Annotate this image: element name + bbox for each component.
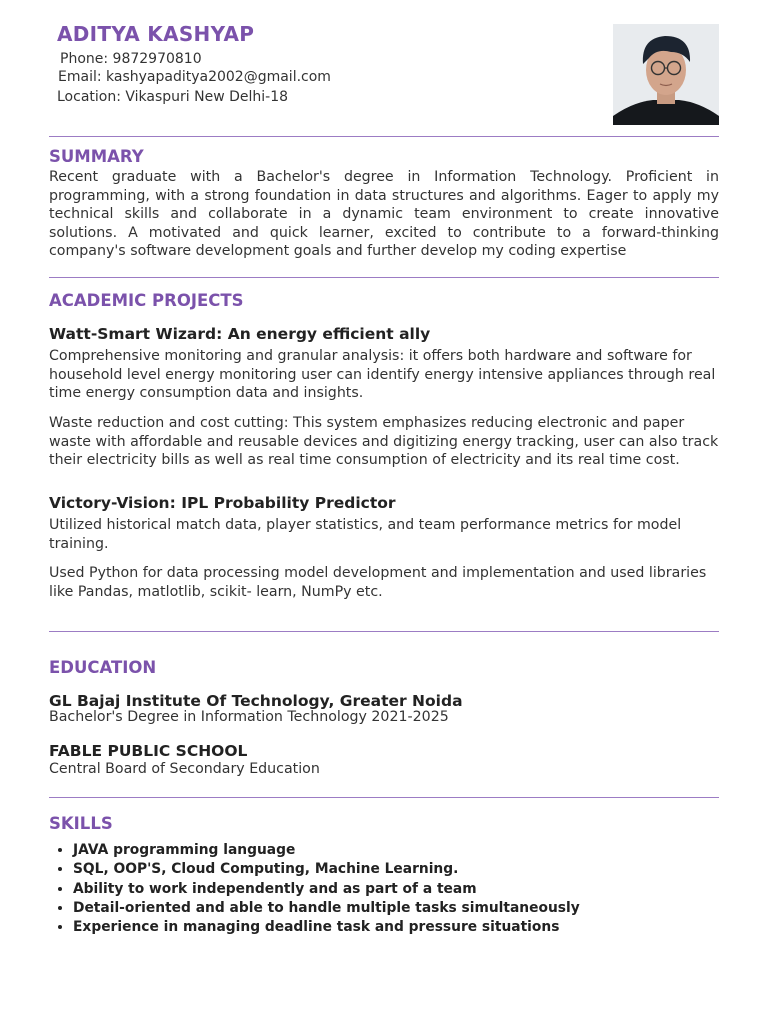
profile-photo [613,24,719,125]
divider-summary [49,277,719,278]
project-description: Comprehensive monitoring and granular analysis: it offers both hardware and software for household level energy monitoring user can identify energy intensive appliances through real time energy consumption data and insights. [49,348,716,401]
project-title: Victory-Vision: IPL Probability Predictor [49,494,396,512]
skill-item: • Ability to work independently and as part of a team [73,880,743,899]
candidate-name: ADITYA KASHYAP [57,22,255,46]
project-description: Used Python for data processing model development and implementation and used libraries like Pandas, matlotlib, scikit- learn, NumPy etc. [49,565,707,600]
phone-text: Phone: 9872970810 [60,51,202,67]
skills-list [49,841,743,937]
skill-item: • JAVA programming language [73,841,743,860]
education-heading: EDUCATION [49,658,157,677]
divider-education [49,797,719,798]
project-description: Waste reduction and cost cutting: This system emphasizes reducing electronic and paper waste with affordable and reusable devices and digitizing energy tracking, user can also track their electricity bills as well as real time consumption of electricity and its real time cost. [49,415,719,468]
divider-projects [49,631,719,632]
skill-item: • Experience in managing deadline task and pressure situations [73,918,743,937]
location-text: Location: Vikaspuri New Delhi-18 [57,89,289,105]
projects-heading: ACADEMIC PROJECTS [49,291,244,310]
summary-text: Recent graduate with a Bachelor's degree in Information Technology. Proficient in programming, with a strong foundation in data structures and algorithms. Eager to apply my technical skills and collaborate in a dynamic team environment to create innovative solutions. A motivated and quick learner, excited to contribute to a forward-thinking company's software development goals and further develop my coding expertise [49,169,719,259]
skill-item: • SQL, OOP'S, Cloud Computing, Machine Learning. [73,860,743,879]
email-text: Email: kashyapaditya2002@gmail.com [58,69,331,85]
skills-heading: SKILLS [49,814,113,833]
education-detail: Central Board of Secondary Education [49,761,320,777]
divider-header [49,136,719,137]
summary-heading: SUMMARY [49,147,144,166]
project-description: Utilized historical match data, player statistics, and team performance metrics for model training. [49,517,682,552]
skill-item: • Detail-oriented and able to handle multiple tasks simultaneously [73,899,743,918]
education-institution: GL Bajaj Institute Of Technology, Greater Noida [49,692,463,710]
education-detail: Bachelor's Degree in Information Technology 2021-2025 [49,709,449,725]
education-institution: FABLE PUBLIC SCHOOL [49,742,248,760]
project-title: Watt-Smart Wizard: An energy efficient ally [49,325,431,343]
